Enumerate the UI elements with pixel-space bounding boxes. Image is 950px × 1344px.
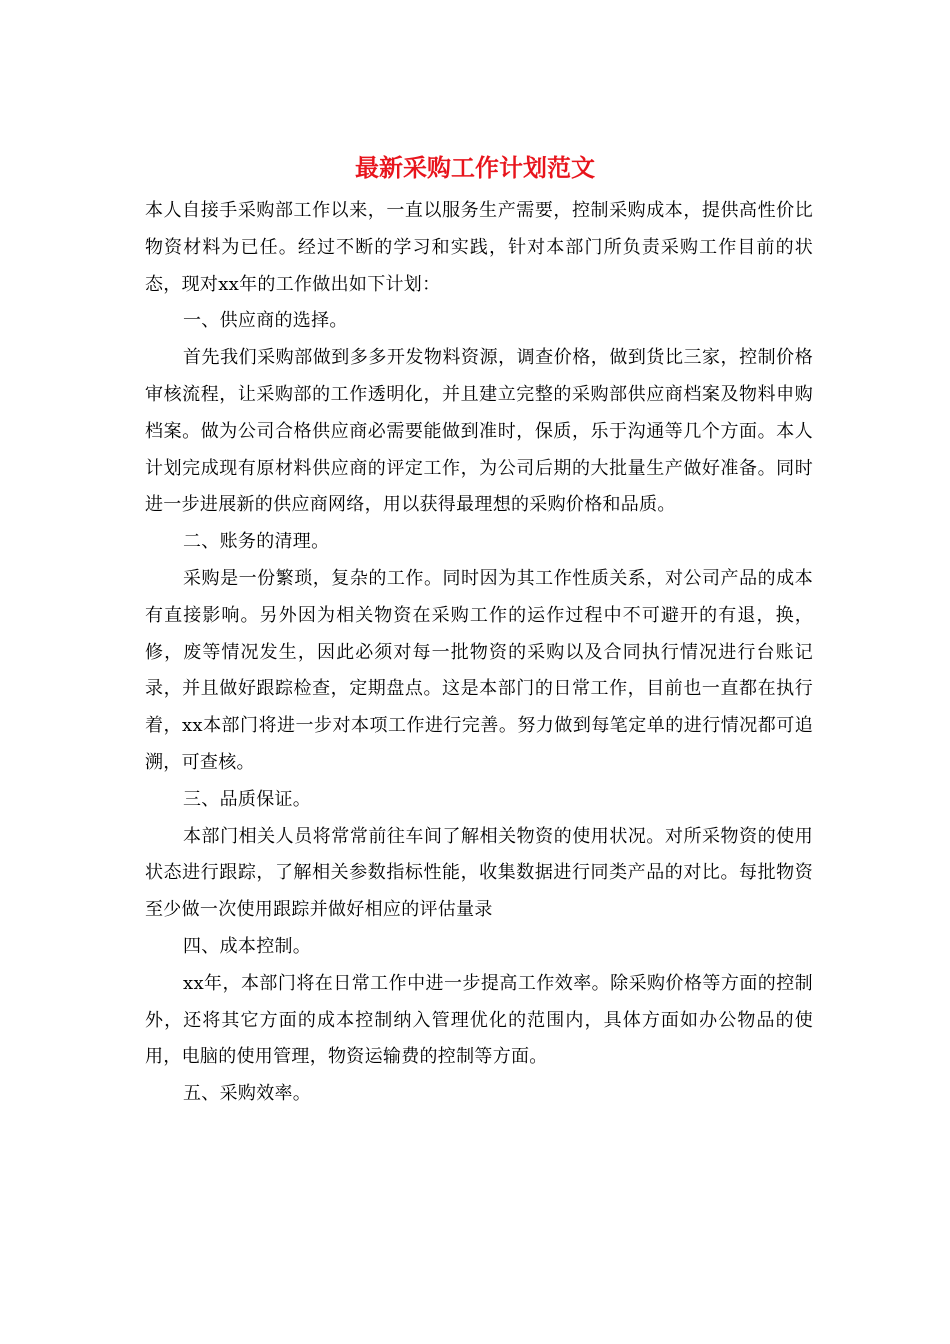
section-heading-1: 一、供应商的选择。 (183, 310, 348, 332)
section-heading-4: 四、成本控制。 (183, 935, 312, 957)
section-paragraph-2: 采购是一份繁琐，复杂的工作。同时因为其工作性质关系，对公司产品的成本有直接影响。另外因为相关物资在采购工作的运作过程中不可避开的有退，换，修，废等情况发生，因此必须对每一批物资的采购以及合同执行情况进行台账记录，并且做好跟踪检查，定期盘点。这是本部门的日常工作，目前也一直都在执行着，xx本部门将进一步对本项工作进行完善。努力做到每笔定单的进行情况都可追溯，可查核。 (145, 567, 813, 773)
section-heading-5: 五、采购效率。 (183, 1083, 312, 1105)
section-heading-2: 二、账务的清理。 (183, 531, 330, 553)
document-title: 最新采购工作计划范文 (355, 153, 595, 182)
document-body (145, 193, 813, 1113)
intro-paragraph: 本人自接手采购部工作以来，一直以服务生产需要，控制采购成本，提供高性价比物资材料为已任。经过不断的学习和实践，针对本部门所负责采购工作目前的状态，现对xx年的工作做出如下计划： (145, 200, 813, 295)
section-paragraph-4: xx年，本部门将在日常工作中进一步提高工作效率。除采购价格等方面的控制外，还将其它方面的成本控制纳入管理优化的范围内，具体方面如办公物品的使用，电脑的使用管理，物资运输费的控制等方面。 (145, 972, 813, 1068)
section-paragraph-3: 本部门相关人员将常常前往车间了解相关物资的使用状况。对所采物资的使用状态进行跟踪，了解相关参数指标性能，收集数据进行同类产品的对比。每批物资至少做一次使用跟踪并做好相应的评估量录 (145, 825, 813, 921)
section-paragraph-1: 首先我们采购部做到多多开发物料资源，调查价格，做到货比三家，控制价格审核流程，让采购部的工作透明化，并且建立完整的采购部供应商档案及物料申购档案。做为公司合格供应商必需要能做到准时，保质，乐于沟通等几个方面。本人计划完成现有原材料供应商的评定工作，为公司后期的大批量生产做好准备。同时进一步进展新的供应商网络，用以获得最理想的采购价格和品质。 (145, 347, 813, 516)
section-heading-3: 三、品质保证。 (183, 788, 312, 810)
